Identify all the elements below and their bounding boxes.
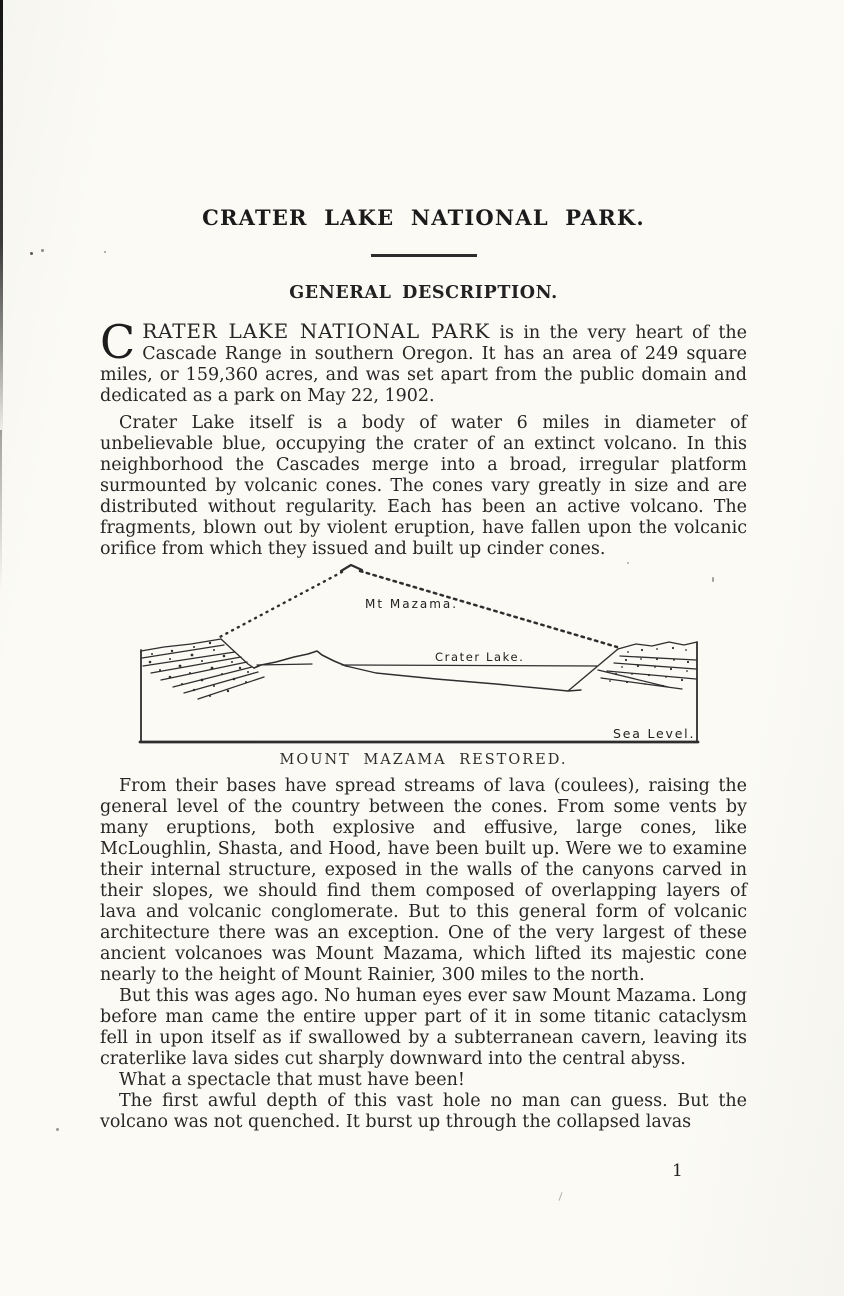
figure-caption: MOUNT MAZAMA RESTORED.	[279, 752, 568, 768]
page-number: 1	[672, 1161, 683, 1181]
section-heading: GENERAL DESCRIPTION.	[289, 283, 558, 303]
page-title: CRATER LAKE NATIONAL PARK.	[202, 205, 645, 230]
paragraph-intro	[100, 315, 747, 407]
scan-speck	[41, 249, 44, 252]
mazama-cross-section-svg	[136, 560, 702, 746]
scan-edge-shadow	[0, 0, 3, 440]
label-crater-lake: Crater Lake.	[435, 650, 525, 664]
scan-speck	[558, 1192, 562, 1201]
crater-lake-surface-line	[257, 664, 597, 666]
right-rim-strata	[598, 642, 697, 689]
text-column	[100, 205, 747, 1133]
leadin-smallcaps: RATER LAKE NATIONAL PARK	[142, 319, 491, 343]
scan-edge-shadow-lower	[0, 430, 2, 590]
paragraph-intro-text: is in the very heart of the Cascade Range in southern Oregon. It has an area of 249 square miles, or 159,360 acres, and was set apart from the public domain and dedicated as a park on May 22, 1902.	[100, 323, 747, 406]
title-divider-rule	[371, 254, 477, 257]
paragraph-crater-lake: Crater Lake itself is a body of water 6 miles in diameter of unbelievable blue, occupying the crater of an extinct volcano. In this neighborhood the Cascades merge into a broad, irregular platform surmounted by volcanic cones. The cones vary greatly in size and are distributed without regularity. Each has been an active volcano. The fragments, blown out by violent eruption, have fallen upon the volcanic orifice from which they issued and built up cinder cones.	[100, 413, 747, 559]
scan-speck	[56, 1128, 59, 1131]
paragraph-lava-streams: From their bases have spread streams of lava (coulees), raising the general level of the country between the cones. From some vents by many eruptions, both explosive and effusive, large cones, like McLoughlin, Shasta, and Hood, have been built up. Were we to examine their internal structure, exposed in the walls of the canyons carved in their slopes, we should find them composed of overlapping layers of lava and volcanic conglomerate. But to this general form of volcanic architecture there was an exception. One of the very largest of these ancient volcanoes was Mount Mazama, which lifted its majestic cone nearly to the height of Mount Rainier, 300 miles to the north.	[100, 776, 747, 985]
dropcap-letter: C	[100, 315, 136, 369]
paragraph-spectacle: What a spectacle that must have been!	[119, 1070, 465, 1090]
paragraph-vast-hole: The first awful depth of this vast hole no man can guess. But the volcano was not quenched. It burst up through the collapsed lavas	[100, 1091, 747, 1132]
label-mt-mazama: Mt Mazama.	[365, 597, 459, 611]
mazama-diagram-figure	[136, 560, 702, 746]
wizard-island-peak	[254, 651, 346, 668]
left-rim-strata	[141, 639, 264, 699]
paragraph-ages-ago: But this was ages ago. No human eyes ever saw Mount Mazama. Long before man came the entire upper part of it in some titanic cataclysm fell in upon itself as if swallowed by a subterranean cavern, leaving its craterlike lava sides cut sharply downward into the central abyss.	[100, 986, 747, 1069]
label-sea-level: Sea Level.	[613, 726, 696, 741]
scan-speck	[30, 252, 33, 255]
